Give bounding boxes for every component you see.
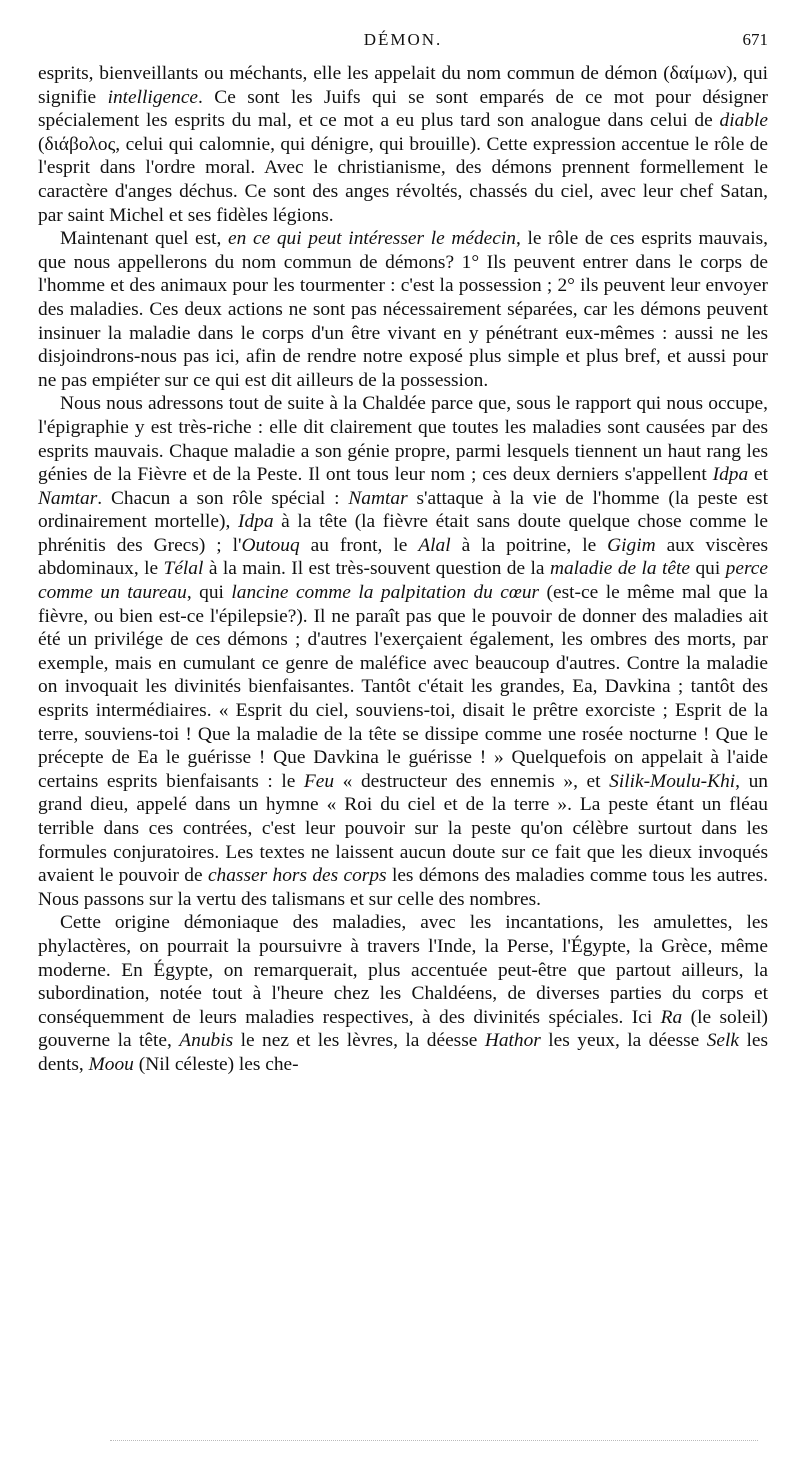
italic-text-run: Selk [706, 1030, 740, 1052]
text-run: et [748, 464, 768, 486]
italic-text-run: Télal [163, 558, 204, 580]
italic-text-run: Outouq [241, 534, 300, 556]
text-run: à la main. Il est très-souvent question de la [203, 558, 550, 580]
italic-text-run: Namtar [348, 487, 408, 509]
text-run: qui [690, 558, 726, 580]
italic-text-run: Feu [303, 770, 335, 792]
body-text [38, 62, 768, 1077]
text-run: (Nil céleste) les che- [133, 1053, 299, 1075]
running-head: DÉMON. [363, 30, 443, 49]
text-run: à la tête (la fièvre était sans doute quelque chose comme le phrénitis des Grecs) ; l' [38, 511, 769, 556]
text-run: , qui [186, 582, 232, 604]
text-run: « destructeur des ennemis », et [334, 770, 610, 792]
footer-rule [110, 1440, 758, 1441]
italic-text-run: Idpa [712, 464, 749, 486]
text-run: les yeux, la déesse [540, 1030, 707, 1052]
italic-text-run: perce comme un taureau [38, 558, 768, 604]
paragraph [38, 62, 768, 227]
italic-text-run: chasser hors des corps [207, 865, 387, 887]
text-run: Nous nous adressons tout de suite à la Chaldée parce que, sous le rapport qui nous occupe, l'épigraphie y est très-riche : elle dit clairement que toutes les maladies sont causées par des esprits mauvais. Chaque maladie a son génie propre, parmi lesquels tiennent un haut rang les génies de la Fièvre et de la Peste. Il ont tous leur nom ; ces deux derniers s'appellent [38, 393, 768, 486]
italic-text-run: Silik-Moulu-Khi [609, 770, 736, 792]
italic-text-run: diable [719, 110, 768, 132]
italic-text-run: Anubis [179, 1030, 234, 1052]
text-run: à la poitrine, le [450, 534, 608, 556]
page-number: 671 [742, 30, 768, 49]
paragraph [38, 227, 768, 392]
italic-text-run: Gigim [607, 534, 656, 556]
text-run: les démons des maladies comme tous les autres. Nous passons sur la vertu des talismans et sur celle des nombres. [38, 865, 768, 910]
text-run: . Chacun a son rôle spécial : [97, 487, 349, 509]
text-run: (est-ce le même mal que la fièvre, ou bien est-ce l'épilepsie?). Il ne paraît pas que le pouvoir de donner des maladies ait été un privilége de ces démons ; d'autres l'exerçaient également, les ombres des morts, par exemple, mais en cumulant ce genre de maléfice avec beaucoup d'autres. Contre la maladie on invoquait les divinités bienfaisantes. Tantôt c'était les grandes, Ea, Davkina ; tantôt des esprits intermédiaires. « Esprit du ciel, souviens-toi, disait le prêtre exorciste ; Esprit de la terre, souviens-toi ! Que la maladie de la tête se dissipe comme une rosée nocturne ! Que le précepte de Ea le guérisse ! Que Davkina le guérisse ! » Quelquefois on appelait à l'aide certains esprits bienfaisants : le [38, 582, 768, 792]
text-run: . Ce sont les Juifs qui se sont emparés de ce mot pour désigner spécialement les esprits du mal, et ce mot a eu plus tard son analogue dans celui de [38, 86, 769, 132]
text-run: , le rôle de ces esprits mauvais, que nous appellerons du nom commun de démons? 1° Ils peuvent entrer dans le corps de l'homme et des animaux pour les tourmenter : c'est la possession ; 2° ils peuvent leur envoyer des maladies. Ces deux actions ne sont pas nécessairement séparées, car les démons peuvent insinuer la maladie dans le corps d'un être vivant en y pénétrant eux-mêmes : aussi ne les disjoindrons-nous pas ici, afin de rendre notre exposé plus simple et plus bref, et aussi pour ne pas empiéter sur ce qui est dit ailleurs de la possession. [38, 228, 768, 391]
text-run: (le soleil) gouverne la tête, [38, 1006, 768, 1052]
text-run: , un grand dieu, appelé dans un hymne « Roi du ciel et de la terre ». La peste étant un fléau terrible dans ces contrées, c'est leur pouvoir sur la peste qu'on célèbre surtout dans les formules conjuratoires. Les textes ne laissent aucun doute sur ce fait que les dieux invoqués avaient le pouvoir de [38, 770, 768, 887]
italic-text-run: Alal [418, 534, 451, 556]
text-run: s'attaque à la vie de l'homme (la peste est ordinairement mortelle), [38, 487, 768, 533]
text-run: (διάβολος, celui qui calomnie, qui dénigre, qui brouille). Cette expression accentue le rôle de l'esprit dans l'ordre moral. Avec le christianisme, des démons prennent formellement le caractère d'anges déchus. Ce sont des anges révoltés, chassés du ciel, avec leur chef Satan, par saint Michel et ses fidèles légions. [38, 133, 768, 226]
text-run: aux viscères abdominaux, le [38, 534, 768, 580]
italic-text-run: intelligence [107, 86, 199, 108]
italic-text-run: Idpa [237, 511, 274, 533]
italic-text-run: maladie de la tête [549, 558, 691, 580]
text-run: Maintenant quel est, [60, 228, 229, 250]
paragraph [38, 392, 768, 911]
page-header [38, 30, 768, 58]
italic-text-run: lancine comme la palpitation du cœur [231, 582, 540, 604]
text-run: le nez et les lèvres, la déesse [233, 1030, 485, 1052]
italic-text-run: en ce qui peut intéresser le médecin [228, 228, 516, 250]
italic-text-run: Hathor [484, 1030, 541, 1052]
italic-text-run: Ra [660, 1006, 683, 1028]
text-run: Cette origine démoniaque des maladies, avec les incantations, les amulettes, les phylactères, on pourrait la poursuivre à travers l'Inde, la Perse, l'Égypte, la Grèce, même moderne. En Égypte, on remarquerait, plus accentuée peut-être que partout ailleurs, la subordination, notée tout à l'heure chez les Chaldéens, de diverses parties du corps et conséquemment de leurs maladies respectives, à des divinités spéciales. Ici [38, 912, 768, 1028]
paragraph [38, 911, 768, 1076]
text-run: au front, le [299, 534, 419, 556]
italic-text-run: Moou [88, 1053, 134, 1075]
text-run: esprits, bienveillants ou méchants, elle les appelait du nom commun de démon (δαίμων), qui signifie [38, 63, 768, 108]
italic-text-run: Namtar [38, 487, 98, 509]
text-run: les dents, [38, 1030, 768, 1075]
